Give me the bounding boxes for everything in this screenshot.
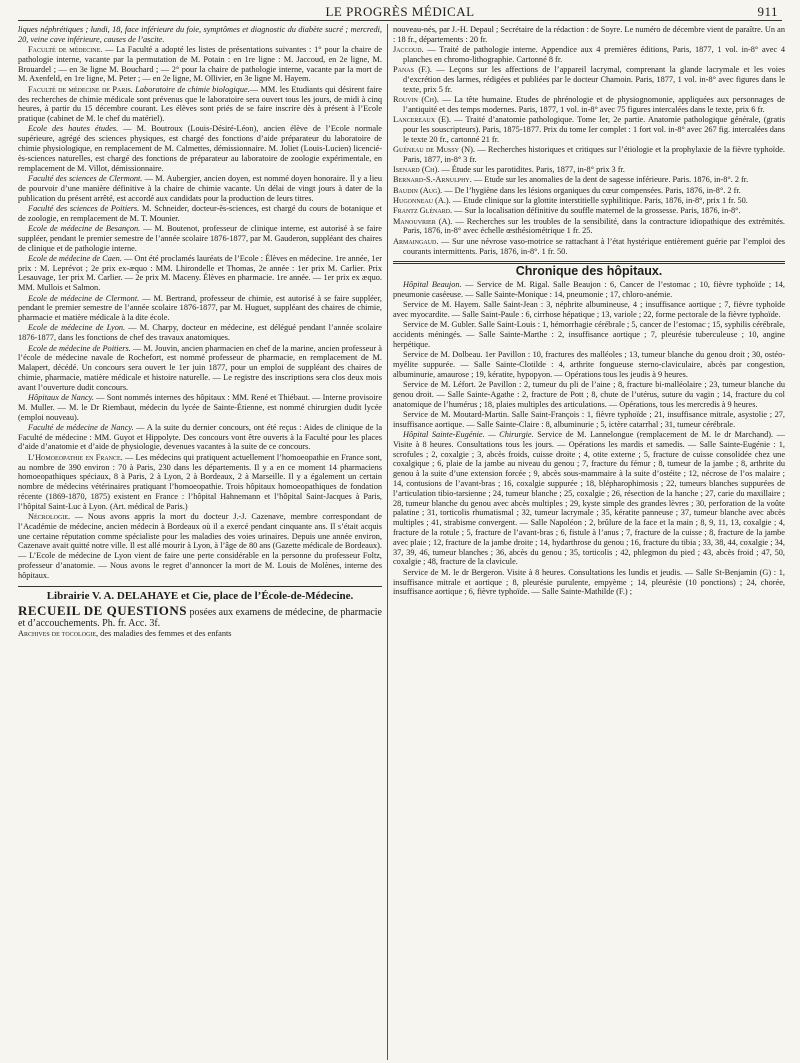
bibliography-entry: Bernard-S.-Arnulphy. — Etude sur les anomalies de la dent de sagesse inférieure. Paris. 1876, in-8°. 2 fr. <box>393 175 749 185</box>
bibliography-entry: Jaccoud. — Traité de pathologie interne. Appendice aux 4 premières éditions, Paris, 1877, 1 vol. in-8° avec 4 planches en chromo-lithographie. Cartonné 8 fr. <box>393 45 785 64</box>
bibliography-entry: Armaingaud. — Sur une névrose vaso-motrice se rattachant à l’état hystérique entièrement guérie par l’emploi des courants intermittents. Paris, 1876, in-8°. 1 fr. 50. <box>393 236 785 256</box>
journal-title: LE PROGRÈS MÉDICAL <box>325 4 475 19</box>
bibliography-entry: Manouvrier (A). — Recherches sur les troubles de la sensibilité, dans la contracture idiopathique des extrémités. Paris, 1876, in-8° avec échelle œsthésiométrique 1 fr. 25. <box>393 216 785 236</box>
section-rule <box>18 586 382 587</box>
paragraph: Service de M. Moutard-Martin. Salle Saint-François : 1, fièvre typhoïde ; 21, insuffisance mitrale, asystolie ; 27, insuffisance aortique. — Salle Sainte-Claire : 8, albuminurie ; 5, ictère catarrhal ; 31, tumeur cérébrale. <box>393 409 785 429</box>
bibliography-entry: Guéneau de Mussy (N). — Recherches historiques et critiques sur l’étiologie et la prophylaxie de la fièvre typhoïde. Paris, 1877, in-8° 3 fr. <box>393 145 785 164</box>
publisher-heading: Librairie V. A. DELAHAYE et Cie, place de l’École-de-Médecine. <box>46 589 354 602</box>
paragraph: Service de M. Léfort. 2e Pavillon : 2, tumeur du pli de l’aine ; 8, fracture bi-malléolaire ; 23, tumeur blanche du genou droit. — Salle Sainte-Agathe : 2, fracture de Pott ; 8, chute de l’utérus, suture du vagin ; 14, fracture du col anatomique de l’humérus ; 18, plaies multiples des articulations. — Opérations, tous les mercredis à 9 heures. <box>393 380 785 409</box>
page-number: 911 <box>757 4 778 19</box>
paragraph: liques néphrétiques ; lundi, 18, face inférieure du foie, symptômes et diagnostic du diabète sucré ; mercredi, 20, veine cave inférieure, causes de l’ascite. <box>18 25 382 44</box>
paragraph: Hôpital Sainte-Eugénie. — Chirurgie. Service de M. Lannelongue (remplacement de M. le dr Marchand). — Visite à 8 heures. Consultations tous les jours. — Opérations les mardis et samedis. — Salle Sainte-Eugénie : 1, scrofules ; 2, coxalgie ; 3, abcès froids, cuisse droite ; 4, otite externe ; 5, fracture de cuisse consolidée chez une coxalgique ; 6, plaie de la jambe au niveau du genou ; 7, fracture du fémur ; 8, tumeur de la jambe ; 8, arthrite du genou à la suite d’une extension forcée ; 9, abcès sous-mammaire à la suite d’ostéite ; 12, nécrose de l’os malaire ; 14, contusions de l’avant-bras ; 16, coxalgie suppurée ; 18, blépharophimosis ; 22, tumeurs blanches suppurées de l’articulation tibio-tarsienne ; 24, tumeur blanche ; 25, coxalgie ; 26, résection de la hanche ; 27, carie du maxillaire ; 28, tumeur blanche du genou avec abcès multiples ; 29, kyste simple des grandes lèvres ; 30, perforation de la voûte palatine ; 31, torticolis rhumatismal ; 32, tumeur lacrymale ; 35, kératite panneuse ; 37, tumeur blanche avec abcès multiples ; 41, strabisme convergent. — Salle Napoléon ; 2, brûlure de la face et la main ; 8, 9, 11, 13, coxalgie ; 4, fracture de la rotule ; 5, fracture de l’avant-bras ; 6, fistule à l’anus ; 7, fracture de la cuisse ; 8, fracture de la jambe avec plaie ; 12, fracture de la jambe droite ; 14, hydarthrose du genou ; 16, fracture du tibia ; 33, 38, 44, coxalgie ; 34, 37, 39, 46, tumeur blanches ; 36, abcès du genou ; 35, torticolis ; 42, phlegmon du pied ; 43, abcès froid ; 47, 50, coxalgie ; 48, fracture de la clavicule. <box>393 430 785 567</box>
bibliography-entry: Lancereaux (E). — Traité d’anatomie pathologique. Tome Ier, 2e partie. Anatomie pathologique générale, (gratis pour les souscripteurs). Paris, 1875-1877. Prix du tome Ier complet : 1 fort vol. in-8° avec 267 fig. intercalées dans le texte 20 fr., cartonné 21 fr. <box>393 115 785 144</box>
section-title: Chronique des hôpitaux. <box>515 264 663 279</box>
bibliography-entry: Hugonneau (A.). — Etude clinique sur la glottite interstitielle syphilitique. Paris, 1876, in-8°, prix 1 fr. 50. <box>393 196 748 206</box>
paragraph: Service de M. Hayem. Salle Saint-Jean : 3, néphrite albumineuse, 4 ; insuffisance aortique ; 7, fièvre typhoïde avec myocardite. — Salle Saint-Paule : 6, cirrhose hépatique ; 13, variole ; 22, forme pectorale de la fièvre typhoïde. <box>393 300 785 320</box>
paragraph: nouveau-nés, par J.-H. Depaul ; Secrétaire de la rédaction : de Soyre. Le numéro de décembre vient de paraître. Un an : 18 fr., départements : 20 fr. <box>393 25 785 44</box>
paragraph: Service de M. le dr Bergeron. Visite à 8 heures. Consultations les lundis et jeudis. — Salle St-Benjamin (G) : 1, insuffisance mitrale et aortique ; 8, pleurésie purulente, empyème ; 14, pleurésie (10 ponctions) ; 24, chorée, insuffisance aortique ; 6, fièvre typhoïde. — Salle Sainte-Mathilde (F.) ; <box>393 567 785 597</box>
paragraph: Faculté des sciences de Clermont. — M. Aubergier, ancien doyen, est nommé doyen honoraire. Il y a lieu de pourvoir d’une manière définitive à la chaire de chimie vacante. Un délai de vingt jours à dater de la publication du présent arrêté, est accordé aux candidats pour la production de leurs titres. <box>18 173 382 203</box>
paragraph: Ecole de médecine de Clermont. — M. Bertrand, professeur de chimie, est autorisé à se faire suppléer, pendant le premier semestre de l’année scolaire 1876-1877, par M. Huguet, suppléant des chaires de chimie, pharmacie et matière médicale à la dite école. <box>18 293 382 323</box>
bibliography-entry: Baudin (Aug). — De l’hygiène dans les lésions organiques du cœur compensées. Paris, 1876, in-8°. 2 fr. <box>393 185 741 195</box>
paragraph: Ecole de médecine de Lyon. — M. Charpy, docteur en médecine, est délégué pendant l’année scolaire 1876-1877, dans les fonctions de chef des travaux anatomiques. <box>18 323 382 343</box>
column-divider <box>387 24 388 1060</box>
right-column <box>393 25 785 1060</box>
paragraph: Faculté des sciences de Poitiers. M. Schneider, docteur-ès-sciences, est chargé du cours de botanique et de zoologie, en remplacement de M. T. Mounier. <box>18 203 382 223</box>
bibliography-entry: Panas (F.). — Leçons sur les affections de l’appareil lacrymal, comprenant la glande lacrymale et les voies d’excrétion des larmes, rédigées et publiées par le docteur Chamoin. Paris, 1877, 1 vol. in-8° avec figures dans le texte, prix 5 fr. <box>393 65 785 94</box>
paragraph: Ecole des hautes études. — M. Boutroux (Louis-Désiré-Léon), ancien élève de l’Ecole normale supérieure, agrégé des sciences physiques, est chargé des fonctions d’aide préparateur du laboratoire de chimie physiologique, en remplacement de M. Calmettes, démissionnaire. M. Joliet (Louis-Lucien) licencié-ès-sciences naturelles, est chargé des fonctions de préparateur au laboratoire de zoologie expérimentale, en remplacement de M. Villot, démissionnaire. <box>18 124 382 173</box>
paragraph: Service de M. Gubler. Salle Saint-Louis : 1, hémorrhagie cérébrale ; 5, cancer de l’estomac ; 15, syphilis cérébrale, accidents méningés. — Salle Sainte-Marthe : 2, insuffisance aortique ; 7, pleurésie tuberculeuse ; 10, angine herpétique. <box>393 320 785 349</box>
paragraph: Faculté de médecine. — La Faculté a adopté les listes de présentations suivantes : 1° pour la chaire de pathologie interne, vacante par la permutation de M. Potain : en 1re ligne : M. Jaccoud, en 2e ligne, M. Brouardel ; — en 3e ligne M. Bouchard ; — 2° pour la chaire de pathologie interne, vacante par la mort de M. Axenfeld, en 1re ligne, M. Peter ; — en 2e ligne, M. Ollivier, en 3e ligne M. Hayem. <box>18 45 382 84</box>
paragraph: Hôpital Beaujon. — Service de M. Rigal. Salle Beaujon : 6, Cancer de l’estomac ; 10, fièvre typhoïde ; 14, pneumonie caséeuse. — Salle Sainte-Monique : 14, pneumonie ; 17, chloro-anémie. <box>393 280 785 299</box>
bibliography-entry: Frantz Glénard. — Sur la localisation définitive du souffle maternel de la grossesse. Paris, 1876, in-8°. <box>393 206 741 216</box>
paragraph: Hôpitaux de Nancy. — Sont nommés internes des hôpitaux : MM. René et Thiébaut. — Interne provisoire M. Muller. — M. le Dr Riembaut, médecin du lycée de Sainte-Étienne, est nommé chirurgien dudit lycée (emploi nouveau). <box>18 392 382 422</box>
paragraph: L’Homoeopathie en France. — Les médecins qui pratiquent actuellement l’homoeopathie en France sont, au nombre de 390 environ : 70 à Paris, 230 dans les départements. Il y a en ce moment 14 pharmaciens homoeopathiques spéciaux, 8 à Paris, 2 à Lyon, 2 à Bordeaux, 2 à Marseille. Il y a également un certain nombre de médecins vétérinaires pratiquant l’homoeopathie. Trois hôpitaux homoeopathiques de fondation récente (1869-1870, 1875) existent en France : l’hôpital Hahnemann et l’hôpital Saint-Jacques à Paris, l’hôpital Saint-Luc à Lyon. (Art. médical de Paris.) <box>18 452 382 511</box>
page-header <box>18 4 782 21</box>
bibliography-entry: Rouvin (Ch). — La tête humaine. Etudes de phrénologie et de physiognomonie, appliquées aux personnages de l’antiquité et des temps modernes. Paris, 1877, 1 vol. in-8° avec 75 figures intercalées dans le texte, prix 6 fr. <box>393 95 785 114</box>
paragraph: Ecole de médecine de Caen. — Ont été proclamés lauréats de l’Ecole : Élèves en médecine. 1re année, 1er prix : M. Leprévot ; 2e prix ex-æquo : MM. Lhirondelle et Thomas, 2e année : 1er prix M. Carlier. Prix Lesauvage, 1er prix M. Carlier. — 2e prix M. Maceny. Élèves en pharmacie. 1re année. — 1er prix ex æquo. MM. Mullois et Salmon. <box>18 253 382 293</box>
paragraph: Ecole de médecine de Poitiers. — M. Jouvin, ancien pharmacien en chef de la marine, ancien professeur à l’école de médecine navale de Rochefort, est nommé professeur de pharmacie, en remplacement de M. Malapert, décédé. Un concours sera ouvert le 1er juin 1877, pour un emploi de suppléant des chaires de chimie, pharmacie, matière médicale et histoire naturelle. — Le registre des inscriptions sera clos deux mois avant l’ouverture dudit concours. <box>18 343 382 392</box>
paragraph: Faculté de médecine de Paris. Laboratoire de chimie biologique.— MM. les Etudiants qui désirent faire des recherches de chimie médicale sont prévenus que le laboratoire sera ouvert tous les jours, de midi à cinq heures, à partir du 15 décembre courant. Les élèves sont priés de se faire inscrire dès à présent à l’Ecole pratique (cabinet de M. le chef du matériel). <box>18 84 382 124</box>
left-column <box>18 25 382 1060</box>
advert-recueil: RECUEIL DE QUESTIONS posées aux examens de médecine, de pharmacie et d’accouchements. Ph. fr. Acc. 3f. <box>18 602 382 629</box>
bibliography-entry: Isenard (Ch). — Étude sur les parotidites. Paris, 1877, in-8° prix 3 fr. <box>393 165 625 175</box>
paragraph: Faculté de médecine de Nancy. — A la suite du dernier concours, ont été reçus : Aides de clinique de la Faculté de médecine : MM. Guyot et Hippolyte. Des concours vont être ouverts à la Faculté pour les places d’aide d’anatomie et d’aide de physiologie, devenues vacantes à la suite de ce concours. <box>18 422 382 452</box>
advert-archives: Archives de tocologie, des maladies des femmes et des enfants <box>18 629 232 639</box>
paragraph: Nécrologie. — Nous avons appris la mort du docteur J.-J. Cazenave, membre correspondant de l’Académie de médecine, ancien médecin à Bordeaux où il a exercé pendant cinquante ans. Il s’était acquis une certaine réputation comme spécialiste pour les maladies des voies urinaires. Depuis une année environ, Cazenave avait quitté notre ville. Il est allé mourir à Lyon, à l’âge de 80 ans (Gazette médicale de Bordeaux). — L’Ecole de médecine de Lyon vient de faire une perte considérable en la personne du professeur Foltz, professeur d’anatomie. — Nous avons le regret d’annoncer la mort de M. Louis de Molènes, interne des hôpitaux. <box>18 512 382 580</box>
paragraph: Service de M. Dolbeau. 1er Pavillon : 10, fractures des malléoles ; 13, tumeur blanche du genou droit ; 30, ostéo-myélite suppurée. — Salle Sainte-Clotilde : 4, arthrite fongueuse sterno-claviculaire, abcès par congestion, albuminurie, amaurose ; 19, kératite, hypopyon. — Opérations tous les jeudis à 9 heures. <box>393 350 785 379</box>
paragraph: Ecole de médecine de Besançon. — M. Boutenot, professeur de clinique interne, est autorisé à se faire suppléer, pendant le premier semestre de l’année scolaire 1876-1877, par M. Gauderon, suppléant des chaires de clinique et de pathologie interne. <box>18 223 382 253</box>
